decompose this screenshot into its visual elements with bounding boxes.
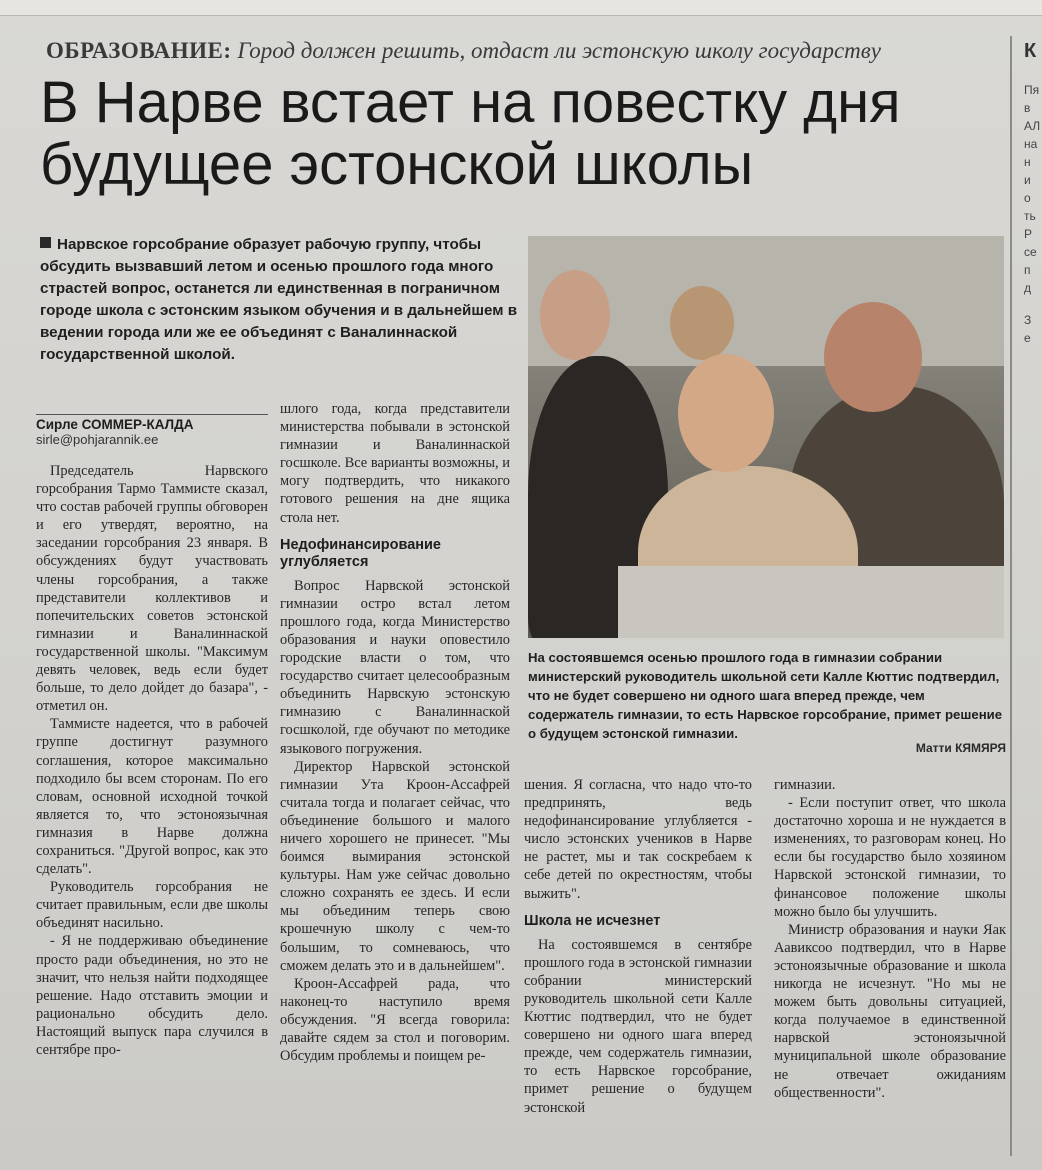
- adjacent-fragment: е: [1024, 331, 1031, 345]
- lead-text: Нарвское горсобрание образует рабочую группу, чтобы обсудить вызвавший летом и осенью прошлого года много страстей вопрос, останется ли единственная в пограничном городе школа с эстонским языком обучения и в дальнейшем в ведении города или же ее объединят с Ваналиннаской государственной школой.: [40, 236, 518, 363]
- paragraph: Министр образования и науки Яак Аавиксоо подтвердил, что в Нарве эстоноязычные образование и школа никогда не исчезнут. "Но мы не можем быть довольны ситуацией, когда получаемое в единственной нарвской эстоноязычной муниципальной школе образование не отвечает ожиданиям общественности".: [774, 921, 1006, 1101]
- paragraph: Председатель Нарвского горсобрания Тармо Таммисте сказал, что состав рабочей группы обговорен и его утвердят, вероятно, на заседании горсобрания 23 января. В обсуждениях будут участвовать члены горсобрания, а также представители коллективов и попечительских советов эстонской гимназии и Ваналиннаской государственной школы. "Максимум девять человек, ведь если будет больше, то дело дойдет до базара", - отметил он.: [36, 463, 268, 715]
- adjacent-fragment: АЛ: [1024, 119, 1041, 133]
- page-top-edge: [0, 0, 1042, 16]
- column-divider-rule: [1010, 36, 1012, 1156]
- paragraph: Таммисте надеется, что в рабочей группе достигнут разумного соглашения, которое максимально подходило бы всем сторонам. По его словам, основной исходной точкой является то, что эстоноязычная гимназия в Нарве должна сохраниться. "Другой вопрос, как это сделать".: [36, 716, 268, 878]
- adjacent-fragment: н: [1024, 155, 1031, 169]
- photo-credit: Матти КЯМЯРЯ: [915, 741, 1006, 755]
- paragraph: На состоявшемся в сентябре прошлого года в эстонской гимназии собрании министерский руководитель школьной сети Калле Кюттис подтвердил, что не будет совершено ни одного шага вперед прежде, чем содержатель гимназии, то есть Нарвское горсобрание, примет решение о будущем эстонской: [524, 936, 752, 1116]
- paragraph-continuation: гимназии.: [774, 777, 836, 793]
- adjacent-fragment: се: [1024, 245, 1037, 259]
- author-name: Сирле СОММЕР-КАЛДА: [36, 417, 194, 432]
- article-headline: [40, 72, 1000, 196]
- rubric-subtitle: Город должен решить, отдаст ли эстонскую школу государству: [237, 38, 881, 63]
- photo-face: [824, 302, 922, 412]
- subhead-school-stays: Школа не исчезнет: [524, 912, 661, 929]
- adjacent-fragment: ть: [1024, 209, 1036, 223]
- adjacent-fragment: З: [1024, 313, 1032, 327]
- article-lead: [40, 234, 520, 366]
- photo-face: [540, 270, 610, 360]
- paragraph: Вопрос Нарвской эстонской гимназии остро встал летом прошлого года, когда Министерство образования и науки оповестило городские власти о том, что государство считает целесообразным объединить Нарвскую эстонскую гимназию с Ваналиннаской госшколой, где обучают по методике языкового погружения.: [280, 577, 510, 757]
- photo-table: [618, 566, 1004, 638]
- adjacent-article-edge: [1024, 40, 1042, 440]
- author-email: sirle@pohjarannik.ee: [36, 432, 159, 447]
- paragraph: Кроон-Ассафрей рада, что наконец-то наступило время обсуждения. "Я всегда говорила: давайте сядем за стол и поговорим. Обсудим проблемы и поищем ре-: [280, 975, 510, 1065]
- bullet-square-icon: [40, 237, 51, 248]
- adjacent-rubric-letter: К: [1024, 40, 1037, 62]
- text-column-1: [36, 462, 268, 1170]
- adjacent-fragment: о: [1024, 191, 1031, 205]
- byline: [36, 414, 268, 447]
- text-column-4: [774, 776, 1006, 1170]
- paragraph: - Я не поддерживаю объединение просто ради объединения, но это не значит, что нельзя найти подходящее решение. Надо отставить эмоции и рационально обсудить дело. Настоящий выпуск пара случился в сентябре про-: [36, 933, 268, 1058]
- subhead-underfunding: Недофинансирование углубляется: [280, 536, 441, 570]
- headline-line-1: В Нарве встает на повестку дня: [40, 70, 901, 135]
- article-photo: [528, 236, 1004, 638]
- adjacent-fragment: Р: [1024, 227, 1033, 241]
- paragraph: - Если поступит ответ, что школа достаточно хороша и не нуждается в изменениях, то разговорам конец. Но если бы государство было хозяином Нарвской эстонской гимназии, то финансовое положение школы можно было бы улучшить.: [774, 795, 1006, 920]
- rubric-tag: ОБРАЗОВАНИЕ:: [46, 38, 232, 63]
- headline-line-2: будущее эстонской школы: [40, 132, 754, 197]
- text-column-3: [524, 776, 752, 1170]
- photo-face: [670, 286, 734, 360]
- text-column-2: [280, 400, 510, 1170]
- paragraph: Директор Нарвской эстонской гимназии Ута Кроон-Ассафрей считала тогда и полагает сейчас, что объединение большого и малого ничего хорошего не принесет. "Мы боимся вымирания эстонской культуры. Нам уже сейчас довольно сложно сохранять ее здесь. И если мы объединим теперь свою крошечную школу с чем-то большим, то сомневаюсь, что сможем делать это и в дальнейшем".: [280, 758, 510, 974]
- paragraph-continuation: шения. Я согласна, что надо что-то предпринять, ведь недофинансирование углубляется - число эстонских учеников в Нарве не растет, мы и так соскребаем к себе детей по окрестностям, чтобы выжить".: [524, 777, 752, 902]
- paragraph-continuation: шлого года, когда представители министерства побывали в эстонской гимназии и Ваналиннаской госшколе. Все варианты возможны, и могу подтвердить, что никакого готового решения на дне ящика стола нет.: [280, 401, 510, 526]
- adjacent-fragment: на: [1024, 137, 1038, 151]
- adjacent-fragment: д: [1024, 281, 1032, 295]
- adjacent-fragment: и: [1024, 173, 1031, 187]
- adjacent-fragment: п: [1024, 263, 1031, 277]
- photo-face: [678, 354, 774, 472]
- adjacent-fragment: в: [1024, 101, 1031, 115]
- section-rubric: [46, 38, 996, 64]
- photo-caption: На состоявшемся осенью прошлого года в гимназии собрании министерский руководитель школьной сети Калле Кюттис подтвердил, что не будет совершено ни одного шага вперед прежде, чем содержатель гимназии, то есть Нарвское горсобрание, примет решение о будущем эстонской гимназии.: [528, 650, 1003, 741]
- paragraph: Руководитель горсобрания не считает правильным, если две школы объединят насильно.: [36, 879, 268, 932]
- adjacent-fragment: Пя: [1024, 83, 1040, 97]
